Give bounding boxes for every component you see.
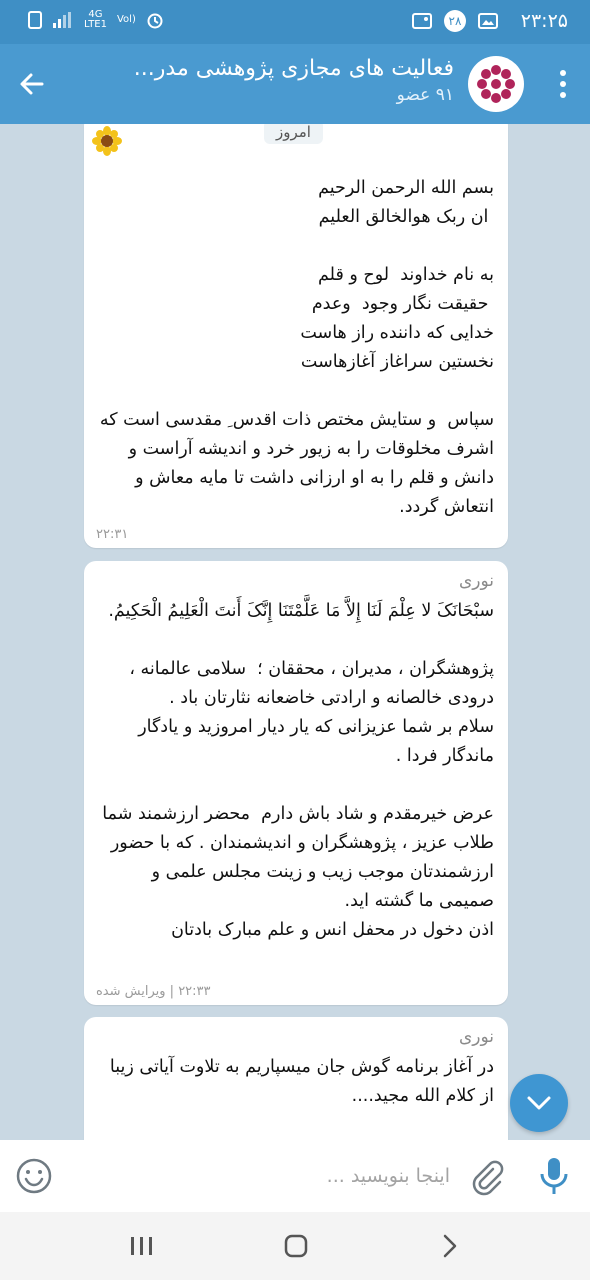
message-input[interactable] [70, 1154, 450, 1198]
message-sender: نوری [458, 1027, 494, 1047]
microphone-icon [534, 1154, 574, 1198]
message-bubble[interactable] [84, 1017, 508, 1140]
notification-icon [28, 11, 42, 29]
member-count: ۹۱ عضو [396, 85, 454, 105]
home-icon [283, 1233, 309, 1259]
flower-icon [92, 126, 122, 156]
back-nav-button[interactable] [420, 1226, 480, 1266]
signal-icon [52, 11, 74, 29]
group-avatar[interactable] [468, 56, 524, 112]
voice-record-button[interactable] [534, 1154, 574, 1198]
message-bubble[interactable] [84, 124, 508, 548]
status-bar [0, 0, 590, 44]
more-dot [560, 81, 566, 87]
message-sender: نوری [458, 571, 494, 591]
alarm-icon [146, 11, 164, 29]
date-divider: امروز [264, 124, 323, 144]
volte-indicator [117, 15, 136, 25]
recent-apps-icon [129, 1234, 155, 1258]
arrow-left-icon [18, 70, 46, 98]
recent-apps-button[interactable] [112, 1226, 172, 1266]
network-type [84, 10, 107, 30]
more-vertical-icon [560, 70, 566, 76]
cast-icon [412, 12, 432, 30]
status-left-icons [28, 10, 164, 30]
group-logo-icon [470, 58, 522, 110]
emoji-button[interactable] [14, 1156, 54, 1196]
chat-title-area[interactable] [114, 56, 454, 105]
message-time: ۲۲:۳۱ [96, 527, 129, 542]
message-text: در آغاز برنامه گوش جان میسپاریم به تلاوت آیاتی زیبا از کلام الله مجید.... [104, 1057, 494, 1106]
chat-header [0, 44, 590, 124]
more-options-button[interactable] [548, 62, 578, 106]
paperclip-icon [466, 1156, 506, 1196]
message-composer [0, 1140, 590, 1212]
network-4g: 4G [88, 9, 103, 20]
chat-title: فعالیت های مجازی پژوهشی مدر... [133, 56, 454, 81]
notification-badge: ۲۸ [444, 10, 466, 32]
system-nav-bar [0, 1212, 590, 1280]
more-dot [560, 92, 566, 98]
volte-label: Vol) [116, 14, 136, 25]
chevron-down-icon [526, 1095, 552, 1111]
status-right-icons [412, 10, 498, 32]
message-text: سبْحَانَکَ لا عِلْمَ لَنَا إِلاَّ مَا عَلَّمْتَنَا إِنَّکَ أَنتَ الْعَلِیمُ الْحَکِیمُ. پژوهشگران ، مدیران ، محققان ؛ سلامی عالمانه ، درودی خالصانه و ارادتی خاضعانه نثارتان باد . سلام بر شما عزیزانی که یار دیار امروزید و یادگار ماندگار فردا . عرض خیرمقدم و شاد باش دارم محضر ارزشمند شما طلاب عزیز ، پژوهشگران و اندیشمندان . که با حضور ارزشمندتان موجب زیب و زینت مجلس علمی و صمیمی ما گشته اید. اذن دخول در محفل انس و علم مبارک بادتان [102, 601, 494, 940]
smiley-icon [14, 1156, 54, 1196]
message-time: ۲۲:۳۳ | ویرایش شده [96, 984, 211, 999]
message-text: بسم الله الرحمن الرحیم ان ربک هوالخالق العلیم به نام خداوند لوح و قلم حقیقت نگار وجود وعدم خدایی که داننده راز هاست نخستین سراغاز آغازهاست سپاس و ستایش مختص ذات اقدس ِ مقدسی است که اشرف مخلوقات را به زیور خرد و اندیشه آراست و دانش و قلم را به او ارزانی داشت تا مایه معاش و انتعاش گردد. [99, 178, 494, 517]
attach-button[interactable] [466, 1156, 506, 1196]
message-bubble[interactable] [84, 561, 508, 1005]
home-button[interactable] [266, 1226, 326, 1266]
chat-area[interactable] [0, 124, 590, 1140]
gallery-icon [478, 12, 498, 30]
chevron-right-icon [440, 1233, 460, 1259]
status-time: ۲۳:۲۵ [520, 10, 568, 32]
back-button[interactable] [10, 62, 54, 106]
scroll-down-button[interactable] [510, 1074, 568, 1132]
network-lte: LTE1 [84, 19, 107, 30]
